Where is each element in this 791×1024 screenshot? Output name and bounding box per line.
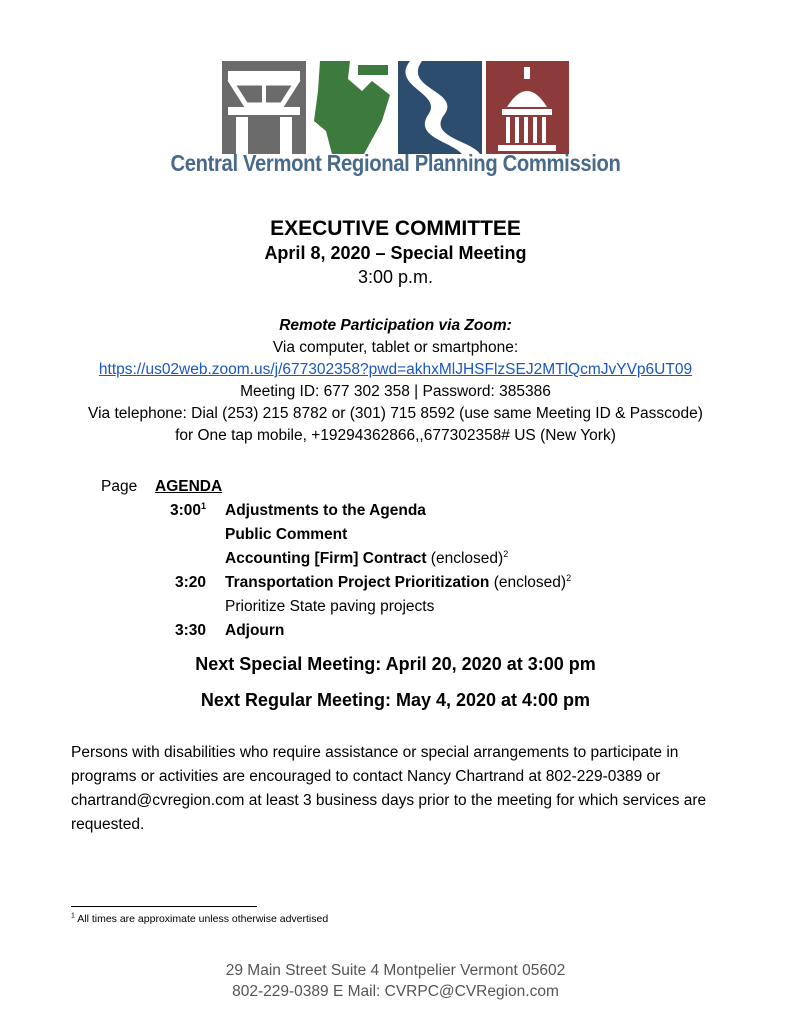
meeting-time: 3:00 p.m. [357,267,434,287]
agenda-item-adjourn: Adjourn [225,622,285,639]
meeting-title: EXECUTIVE COMMITTEE [270,217,521,240]
agenda-item-transportation: Transportation Project Prioritization (enclosed)$^2$ [225,572,572,591]
page-column-label: Page [101,478,138,495]
via-computer-text: Via computer, tablet or smartphone: [272,339,519,356]
meeting-id-text: Meeting ID: 677 302 358 | Password: 385386 [240,383,551,400]
agenda-item-public-comment: Public Comment [225,526,348,543]
remote-heading: Remote Participation via Zoom: [279,317,512,334]
cvrpc-logo [222,61,569,154]
footer-address: 29 Main Street Suite 4 Montpelier Vermont 05602 [225,962,566,979]
footer-contact: 802-229-0389 E Mail: CVRPC@CVRegion.com [232,983,559,1000]
via-phone-text: Via telephone: Dial (253) 215 8782 or (301) 715 8592 (use same Meeting ID & Passcode) [88,405,703,422]
agenda-heading: AGENDA [155,478,223,495]
logo-graphic [222,61,569,154]
accessibility-disclaimer: Persons with disabilities who require assistance or special arrangements to participate in programs or activities are encouraged to contact Nancy Chartrand at 802-229-0389 or chartrand@cvregion.com at least 3 business days prior to the meeting for which services are requested. [71,744,707,833]
agenda-time: 3:30 [174,622,206,639]
footnote: $^1$ All times are approximate unless otherwise advertised [71,912,329,925]
one-tap-text: for One tap mobile, +19294362866,,677302358# US (New York) [175,427,616,444]
agenda-item-accounting-contract: Accounting [Firm] Contract (enclosed)$^2$ [225,548,509,567]
agenda-subitem-paving: Prioritize State paving projects [225,598,435,615]
agenda-time: $3:00^1$ [169,500,206,519]
agenda-time: 3:20 [174,574,206,591]
next-regular-meeting: Next Regular Meeting: May 4, 2020 at 4:00 pm [200,690,591,710]
org-name: Central Vermont Regional Planning Commission [170,150,621,176]
agenda-item-adjustments: Adjustments to the Agenda [225,502,426,519]
next-special-meeting: Next Special Meeting: April 20, 2020 at 3:00 pm [195,654,596,674]
meeting-subtitle: April 8, 2020 – Special Meeting [264,243,527,263]
zoom-link[interactable]: https://us02web.zoom.us/j/677302358?pwd=akhxMlJHSFlzSEJ2MTlQcmJvYVp6UT09 [98,361,693,378]
footnote-divider [71,906,257,907]
